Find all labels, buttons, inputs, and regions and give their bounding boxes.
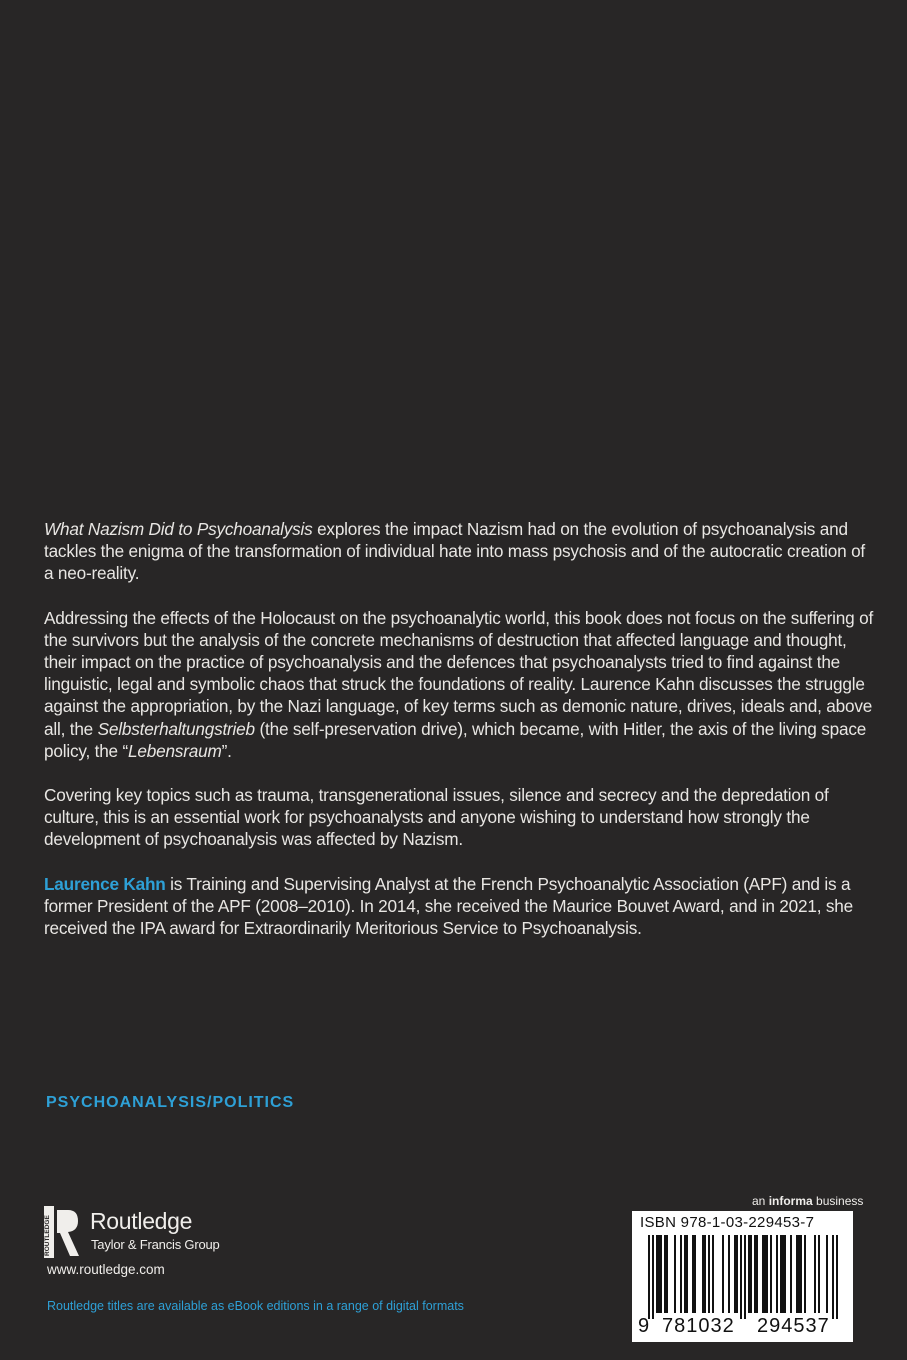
barcode-bar [780,1235,782,1313]
barcode-bar [712,1235,714,1313]
barcode-bar [804,1235,806,1313]
informa-tagline [752,1194,863,1208]
barcode-bar [832,1235,834,1319]
blurb-text: Addressing the effects of the Holocaust on the psychoanalytic world, this book does not focus on the suffering of the survivors but the analysis of the concrete mechanisms of destruction that affected language and thought, their impact on the practice of psychoanalysis and the defences that psychoanalysts tried to find against the linguistic, legal and symbolic chaos that struck the foundations of reality. Laurence Kahn discusses the struggle against the appropriation, by the Nazi language, of key terms such as demonic nature, drives, ideals and, above all, the [44,607,874,739]
barcode-bar [770,1235,772,1313]
informa-brand: informa [768,1194,813,1208]
barcode-bar [798,1235,800,1313]
informa-suffix: business [812,1194,864,1208]
publisher-group: Taylor & Francis Group [91,1237,220,1252]
german-term: Selbsterhaltungstrieb [97,718,255,739]
book-title: What Nazism Did to Psychoanalysis [44,519,313,539]
barcode-bar [756,1235,758,1313]
barcode-bar [744,1235,746,1319]
barcode-bar [796,1235,798,1313]
blurb-paragraph-2 [44,607,874,762]
barcode-bar [800,1235,802,1313]
barcode-bar [790,1235,792,1313]
author-bio-text: is Training and Supervising Analyst at the French Psychoanalytic Association (APF) and is a former President of the APF (2008–2010). In 2014, she received the Maurice Bouvet Award, and in 2021, she received the IPA award for Extraordinarily Meritorious Service to Psychoanalysis. [44,873,853,939]
publisher-name: Routledge [90,1208,193,1234]
barcode-bar [674,1235,676,1313]
barcode-bar [664,1235,666,1313]
logo-vertical-text: ROUTLEDGE [44,1215,51,1256]
barcode-bar [750,1235,752,1313]
barcode-bar [818,1235,820,1313]
website-link[interactable]: www.routledge.com [47,1262,165,1277]
barcode-bar [692,1235,694,1313]
barcode-bar [734,1235,736,1313]
barcode-bar [728,1235,730,1313]
routledge-logo-icon [44,1206,80,1258]
barcode-bar [666,1235,668,1313]
barcode-bar [784,1235,786,1313]
barcode-bar [648,1235,650,1319]
barcode-bar [762,1235,764,1313]
author-name: Laurence Kahn [44,873,166,894]
barcode-bars [632,1233,853,1319]
barcode-bar [658,1235,660,1313]
barcode-bar [740,1235,742,1319]
barcode [632,1211,853,1342]
barcode-bar [660,1235,662,1313]
blurb-paragraph-1 [44,518,874,585]
barcode-bar [814,1235,816,1313]
barcode-digits-right: 294537 [757,1315,830,1337]
blurb-text: explores the impact Nazism had on the evolution of psychoanalysis and tackles the enigma of the transformation of individual hate into mass psychosis and of the autocratic creation of a neo-reality. [44,519,866,584]
barcode-bar [764,1235,766,1313]
barcode-bar [708,1235,710,1313]
informa-prefix: an [752,1194,769,1208]
barcode-bar [686,1235,688,1313]
barcode-bar [736,1235,738,1313]
barcode-bar [680,1235,682,1313]
author-bio [44,873,874,940]
barcode-bar [684,1235,686,1313]
barcode-bar [836,1235,838,1319]
barcode-bar [702,1235,704,1313]
ebook-note: Routledge titles are available as eBook editions in a range of digital formats [47,1299,464,1313]
barcode-bar [722,1235,724,1313]
subject-category: PSYCHOANALYSIS/POLITICS [46,1094,295,1111]
blurb-paragraph-3: Covering key topics such as trauma, transgenerational issues, silence and secrecy and the depredation of culture, this is an essential work for psychoanalysts and anyone wishing to understand how strongly the development of psychoanalysis was affected by Nazism. [44,785,829,850]
barcode-bar [748,1235,750,1313]
barcode-bar [776,1235,778,1313]
barcode-bar [694,1235,696,1313]
german-term: Lebensraum [128,740,222,761]
barcode-bar [652,1235,654,1319]
blurb-text: (the self-preservation drive), which became, with Hitler, the axis of the living space policy, the “ [44,718,867,761]
barcode-bar [656,1235,658,1313]
barcode-bar [782,1235,784,1313]
blurb-text: ”. [221,740,232,761]
isbn-label: ISBN 978-1-03-229453-7 [640,1214,815,1231]
barcode-bar [704,1235,706,1313]
barcode-bar [754,1235,756,1313]
barcode-digit-lead: 9 [638,1315,651,1337]
barcode-bar [826,1235,828,1313]
barcode-bar [766,1235,768,1313]
barcode-digits-left: 781032 [662,1315,735,1337]
blurb [44,518,874,961]
